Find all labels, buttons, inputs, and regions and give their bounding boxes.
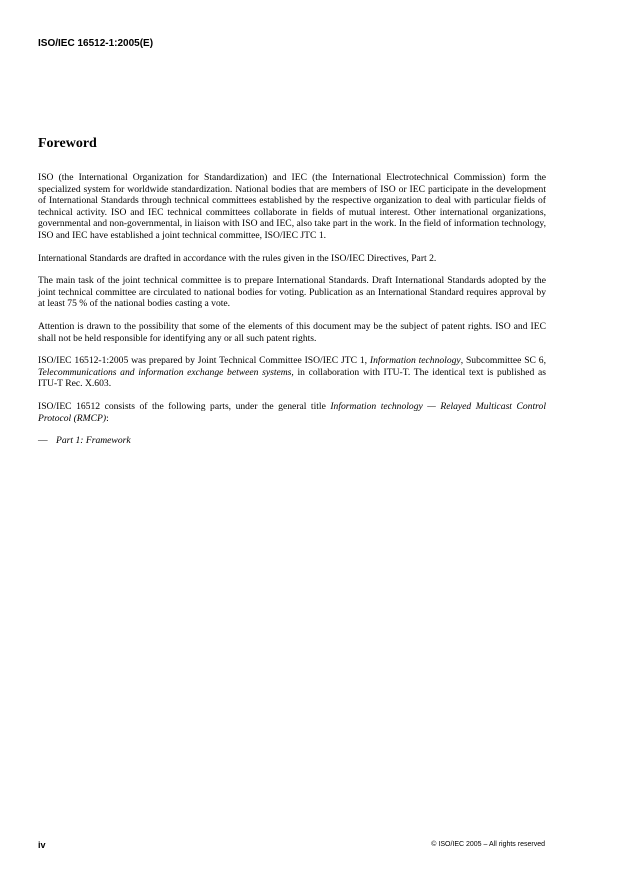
preparation-text-a: ISO/IEC 16512-1:2005 was prepared by Joint Technical Committee ISO/IEC JTC 1, <box>38 355 370 367</box>
dash-bullet: — <box>38 435 48 447</box>
parts-general-title: Information technology — Relayed Multicast Control Protocol (RMCP) <box>38 400 546 424</box>
page-number: iv <box>38 840 46 850</box>
paragraph-drafting-rules: International Standards are drafted in accordance with the rules given in the ISO/IEC Directives, Part 2. <box>38 252 437 264</box>
copyright-notice: © ISO/IEC 2005 – All rights reserved <box>431 841 545 848</box>
foreword-body <box>38 172 546 458</box>
paragraph-committee-task: The main task of the joint technical committee is to prepare International Standards. Draft International Standards adopted by the joint technical committee are circulated to national bodies for voting. Publication as an International Standard requires approval by at least 75 % of the national bodies casting a vote. <box>38 275 546 310</box>
paragraph-patent-rights: Attention is drawn to the possibility that some of the elements of this document may be the subject of patent rights. ISO and IEC shall not be held responsible for identifying any or all such patent rights. <box>38 320 546 344</box>
paragraph-parts <box>38 401 546 424</box>
page-title: Foreword <box>38 136 97 151</box>
preparation-text-c: , Subcommittee SC 6, <box>460 355 546 367</box>
preparation-text-e: in collaboration with ITU-T. The identical text is published as ITU-T Rec. X.603. <box>38 366 546 390</box>
list-item <box>38 435 546 447</box>
preparation-subcommittee-title: Telecommunications and information exchange between systems, <box>38 366 294 378</box>
document-header-id: ISO/IEC 16512-1:2005(E) <box>38 38 154 49</box>
part-1-title: Part 1: Framework <box>56 435 131 447</box>
paragraph-organizations: ISO (the International Organization for Standardization) and IEC (the International Electrotechnical Commission) form the specialized system for worldwide standardization. National bodies that are members of ISO or IEC participate in the development of International Standards through technical committees established by the respective organization to deal with particular fields of technical activity. ISO and IEC technical committees collaborate in fields of mutual interest. Other international organizations, governmental and non-governmental, in liaison with ISO and IEC, also take part in the work. In the field of information technology, ISO and IEC have established a joint technical committee, ISO/IEC JTC 1. <box>38 172 546 241</box>
parts-text-a: ISO/IEC 16512 consists of the following parts, under the general title <box>38 400 331 412</box>
paragraph-preparation <box>38 355 546 390</box>
preparation-committee-title: Information technology <box>369 355 461 367</box>
parts-text-c: : <box>106 412 109 424</box>
